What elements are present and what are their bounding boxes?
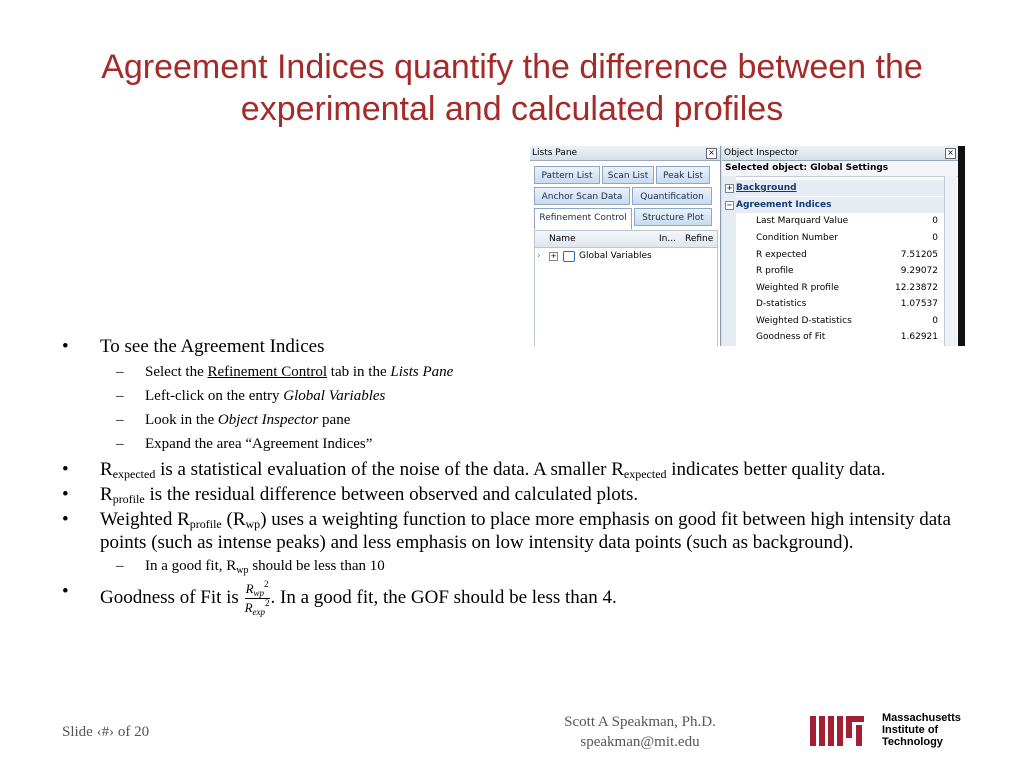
bullet-marker: • [62,509,69,530]
expand-icon[interactable]: + [550,252,557,260]
bullet-text: is the residual difference between observed and calculated plots. [144,484,639,505]
sub-bullet [62,408,962,432]
sub-text: Look in the [145,412,218,428]
bullet-r-expected [62,458,962,481]
category-background[interactable] [722,180,944,196]
bullet-text: . In a good fit, the GOF should be less than 4. [270,586,617,608]
bullet-text: indicates better quality data. [671,459,886,480]
bullet-see-indices [62,335,962,358]
subscript: wp [245,517,261,531]
inspector-row[interactable] [722,247,944,263]
mit-logo [810,712,970,748]
row-value: 0 [932,216,938,226]
dash-marker: – [116,558,124,574]
title-line-2: experimental and calculated profiles [240,90,784,128]
dash-marker: – [116,364,124,380]
row-name: Last Marquard Value [756,216,849,226]
slide-title [30,46,994,130]
row-name: D-statistics [756,299,807,309]
bullet-marker: • [62,336,69,357]
grid-header [535,231,717,248]
row-name: Weighted D-statistics [756,316,852,326]
dash-marker: – [116,412,124,428]
software-screenshot [530,146,965,346]
bullet-text: To see the Agreement Indices [100,336,325,357]
sub-text: should be less than 10 [248,558,385,574]
fraction-numerator [245,580,270,599]
row-pointer-icon: › [537,251,541,261]
inspector-row[interactable] [722,213,944,229]
slide-body [62,335,962,619]
sub-text: Left-click on the entry [145,388,284,404]
close-icon[interactable]: × [945,148,956,159]
category-background-label: Background [736,183,797,193]
object-inspector-ref: Object Inspector [217,412,319,428]
r-symbol: R [100,484,113,505]
r-symbol: R [244,600,253,615]
settings-icon [563,251,575,262]
sub-bullet [62,432,962,456]
inspector-row[interactable] [722,280,944,296]
sub-text: pane [318,412,351,428]
subscript: wp [236,565,249,576]
row-value: 7.51205 [900,250,938,260]
global-variables-label: Global Variables [579,251,652,261]
logo-line: Massachusetts [882,712,961,724]
bullet-text: ) uses a weighting function to place more emphasis on good fit between high intensity data points (such as intense peaks) and less emphasis on low intensity data points (such as background). [100,509,951,553]
object-inspector [722,146,965,346]
inspector-row[interactable] [722,296,944,312]
r-symbol: R [100,459,113,480]
row-value: 0 [932,316,938,326]
subscript: wp [253,588,265,598]
bullet-text: Weighted R [100,509,190,530]
refinement-control-ref: Refinement Control [207,364,328,380]
col-refine[interactable]: Refine [685,234,714,244]
subscript: expected [112,467,156,481]
slide-number: Slide ‹#› of 20 [62,724,150,740]
subscript: profile [189,517,222,531]
close-icon[interactable]: × [706,148,717,159]
dash-marker: – [116,388,124,404]
inspector-row[interactable] [722,313,944,329]
category-agreement-indices[interactable] [722,197,944,213]
author-email: speakman@mit.edu [580,734,700,750]
tab-scan-list[interactable]: Scan List [602,166,654,184]
inspector-title: Object Inspector [724,148,799,158]
sub-bullet [62,554,962,578]
col-name[interactable]: Name [549,234,576,244]
sub-bullet [62,360,962,384]
bullet-goodness-of-fit [62,580,962,617]
sub-text: Expand the area “Agreement Indices” [145,436,373,452]
row-name: Goodness of Fit [756,332,826,342]
row-value: 1.07537 [900,299,938,309]
inspector-scrollbar[interactable] [944,176,957,346]
table-row[interactable] [535,248,717,264]
bullet-text: is a statistical evaluation of the noise of the data. A smaller R [155,459,624,480]
logo-line: Technology [882,736,943,748]
row-name: R expected [756,250,807,260]
subscript: profile [112,492,145,506]
sub-bullet [62,384,962,408]
lists-pane [530,146,721,346]
inspector-header [722,146,965,161]
selected-object: Selected object: Global Settings [722,161,965,177]
bullet-r-profile [62,483,962,506]
row-value: 12.23872 [895,283,938,293]
tab-structure-plot[interactable]: Structure Plot [634,208,712,226]
tab-anchor-scan-data[interactable]: Anchor Scan Data [534,187,630,205]
mit-logo-text [882,712,961,748]
tab-pattern-list[interactable]: Pattern List [534,166,600,184]
collapse-icon[interactable]: − [726,201,733,209]
subscript: exp [252,607,266,617]
mit-logo-mark [810,712,872,748]
row-value: 1.62921 [900,332,938,342]
sub-text: In a good fit, R [145,558,237,574]
dash-marker: – [116,436,124,452]
footer-author [520,712,760,752]
row-name: Condition Number [756,233,838,243]
bullet-weighted-r [62,508,962,554]
gof-fraction [245,580,270,617]
row-name: R profile [756,266,794,276]
bullet-marker: • [62,484,69,505]
row-name: Weighted R profile [756,283,840,293]
category-agreement-label: Agreement Indices [736,200,832,210]
inspector-row[interactable] [722,230,944,246]
bullet-marker: • [62,581,69,602]
fraction-denominator [245,599,270,617]
lists-pane-ref: Lists Pane [390,364,454,380]
col-in[interactable]: In... [659,234,676,244]
sub-text: tab in the [327,364,391,380]
bullet-text: Goodness of Fit is [100,586,244,608]
r-symbol: R [245,581,254,596]
refinement-grid [534,230,718,346]
inspector-row[interactable] [722,263,944,279]
tab-refinement-control[interactable]: Refinement Control [534,208,632,230]
row-value: 0 [932,233,938,243]
author-name: Scott A Speakman, Ph.D. [564,714,716,730]
tab-peak-list[interactable]: Peak List [656,166,710,184]
lists-pane-header [530,146,720,161]
superscript: 2 [264,579,269,589]
bullet-marker: • [62,459,69,480]
window-edge [958,146,965,346]
superscript: 2 [265,598,270,608]
sub-text: Select the [145,364,208,380]
title-line-1: Agreement Indices quantify the difference between the [101,48,923,86]
subscript: expected [623,467,667,481]
row-value: 9.29072 [900,266,938,276]
bullet-text: (R [221,509,246,530]
global-variables-ref: Global Variables [283,388,386,404]
logo-line: Institute of [882,724,939,736]
lists-pane-title: Lists Pane [532,148,578,158]
tab-quantification[interactable]: Quantification [632,187,712,205]
expand-icon[interactable]: + [726,184,733,192]
